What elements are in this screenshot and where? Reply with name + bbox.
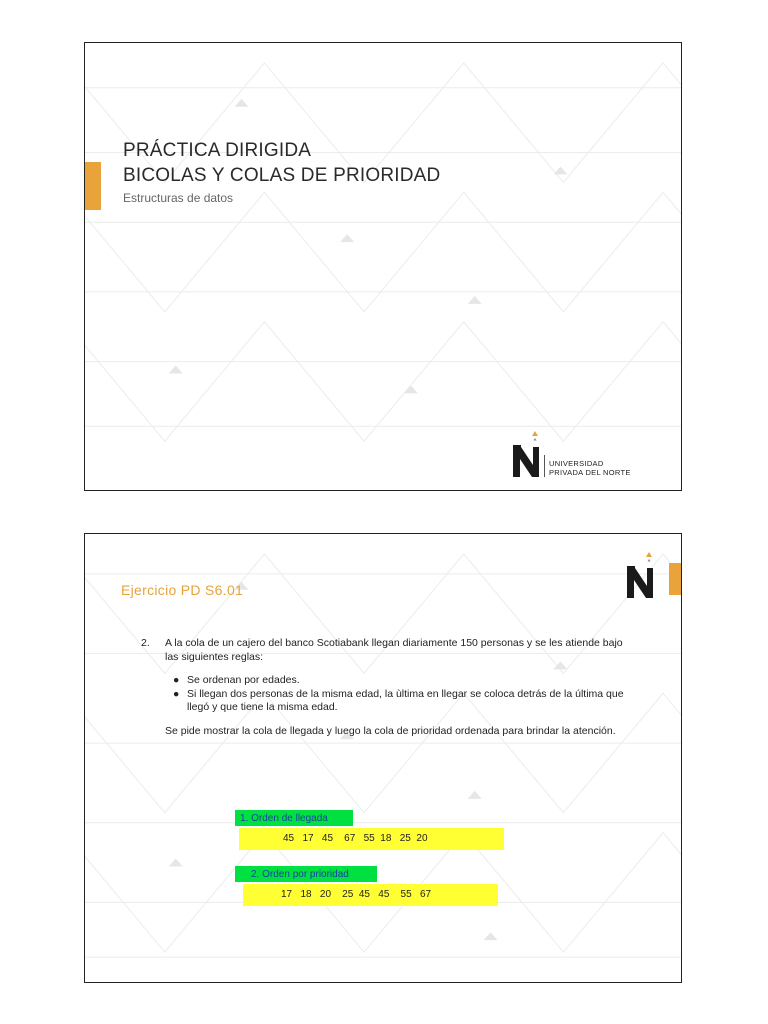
arrival-order-label: 1. Orden de llegada bbox=[235, 810, 353, 826]
exercise-title: Ejercicio PD S6.01 bbox=[121, 582, 244, 598]
item-text: A la cola de un cajero del banco Scotiabank llegan diariamente 150 personas y se les atiende bajo las siguientes reglas: bbox=[165, 637, 623, 663]
slide-exercise bbox=[84, 533, 682, 983]
instruction-paragraph: Se pide mostrar la cola de llegada y luego la cola de prioridad ordenada para brindar la atención. bbox=[165, 724, 616, 737]
priority-order-label: 2. Orden por prioridad bbox=[235, 866, 377, 882]
title-line-1: PRÁCTICA DIRIGIDA bbox=[123, 140, 312, 161]
accent-bar bbox=[85, 162, 101, 210]
bullet-icon: ● bbox=[173, 674, 180, 686]
university-logo-small bbox=[623, 550, 659, 605]
bullet-text: Si llegan dos personas de la misma edad, la ùltima en llegar se coloca detrás de la última que llegó y que tiene la misma edad. bbox=[187, 687, 624, 713]
exercise-body bbox=[141, 637, 631, 738]
logo-text-line-2: PRIVADA DEL NORTE bbox=[549, 468, 631, 477]
priority-order-sequence: 17 18 20 25 45 45 55 67 bbox=[243, 884, 498, 906]
title-line-2: BICOLAS Y COLAS DE PRIORIDAD bbox=[123, 165, 441, 186]
logo-text bbox=[549, 459, 631, 477]
university-logo bbox=[509, 429, 631, 484]
subtitle: Estructuras de datos bbox=[123, 191, 234, 205]
accent-bar-right bbox=[669, 563, 681, 595]
bullet-text: Se ordenan por edades. bbox=[187, 674, 300, 686]
list-item bbox=[165, 688, 631, 715]
upn-n-logo-icon bbox=[509, 429, 545, 479]
logo-text-line-1: UNIVERSIDAD bbox=[549, 459, 604, 468]
numbered-item bbox=[141, 637, 631, 664]
upn-n-logo-icon bbox=[623, 550, 659, 600]
arrival-order-sequence: 45 17 45 67 55 18 25 20 bbox=[239, 828, 504, 850]
rules-list bbox=[165, 674, 631, 715]
list-item bbox=[165, 674, 631, 688]
title-block bbox=[123, 138, 440, 205]
slide-title bbox=[84, 42, 682, 491]
bullet-icon: ● bbox=[173, 687, 180, 700]
item-number: 2. bbox=[141, 637, 150, 649]
logo-divider bbox=[544, 455, 545, 477]
